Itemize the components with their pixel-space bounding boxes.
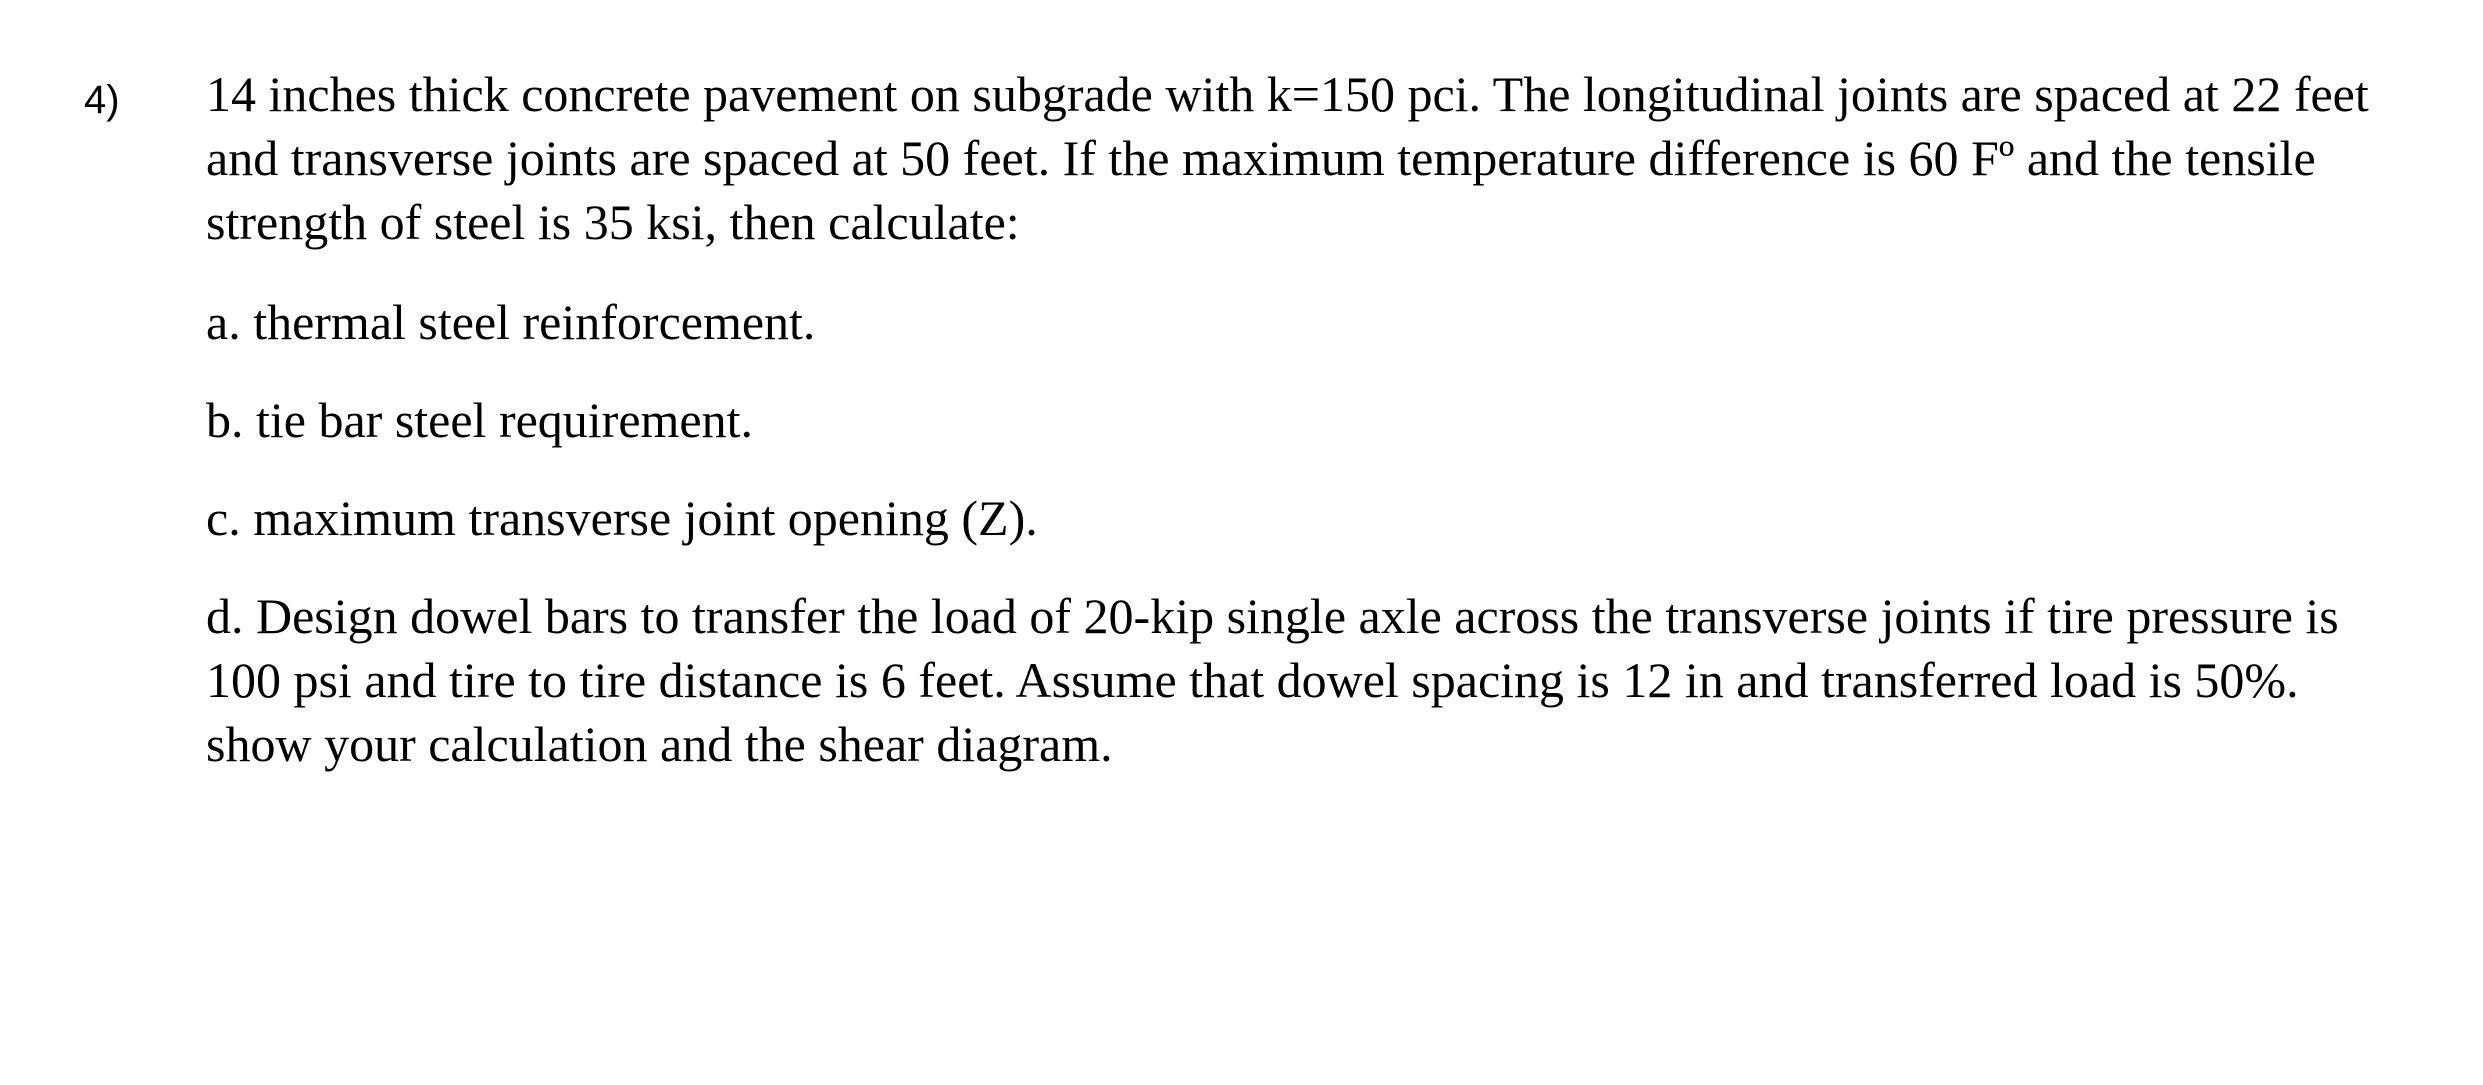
- part-c: c. maximum transverse joint opening (Z).: [206, 490, 1038, 546]
- part-b: b. tie bar steel requirement.: [206, 392, 753, 448]
- question-stem: 14 inches thick concrete pavement on subgrade with k=150 pci. The longitudinal joints are spaced at 22 feet and transverse joints are spaced at 50 feet. If the maximum temperature difference is 60 Fº and the tensile strength of steel is 35 ksi, then calculate:: [206, 66, 2369, 250]
- question-number: 4): [84, 78, 120, 122]
- part-a: a. thermal steel reinforcement.: [206, 294, 816, 350]
- part-d: d. Design dowel bars to transfer the load of 20-kip single axle across the transverse joints if tire pressure is 100 psi and tire to tire distance is 6 feet. Assume that dowel spacing is 12 in and transferred load is 50%. show your calculation and the shear diagram.: [206, 588, 2339, 772]
